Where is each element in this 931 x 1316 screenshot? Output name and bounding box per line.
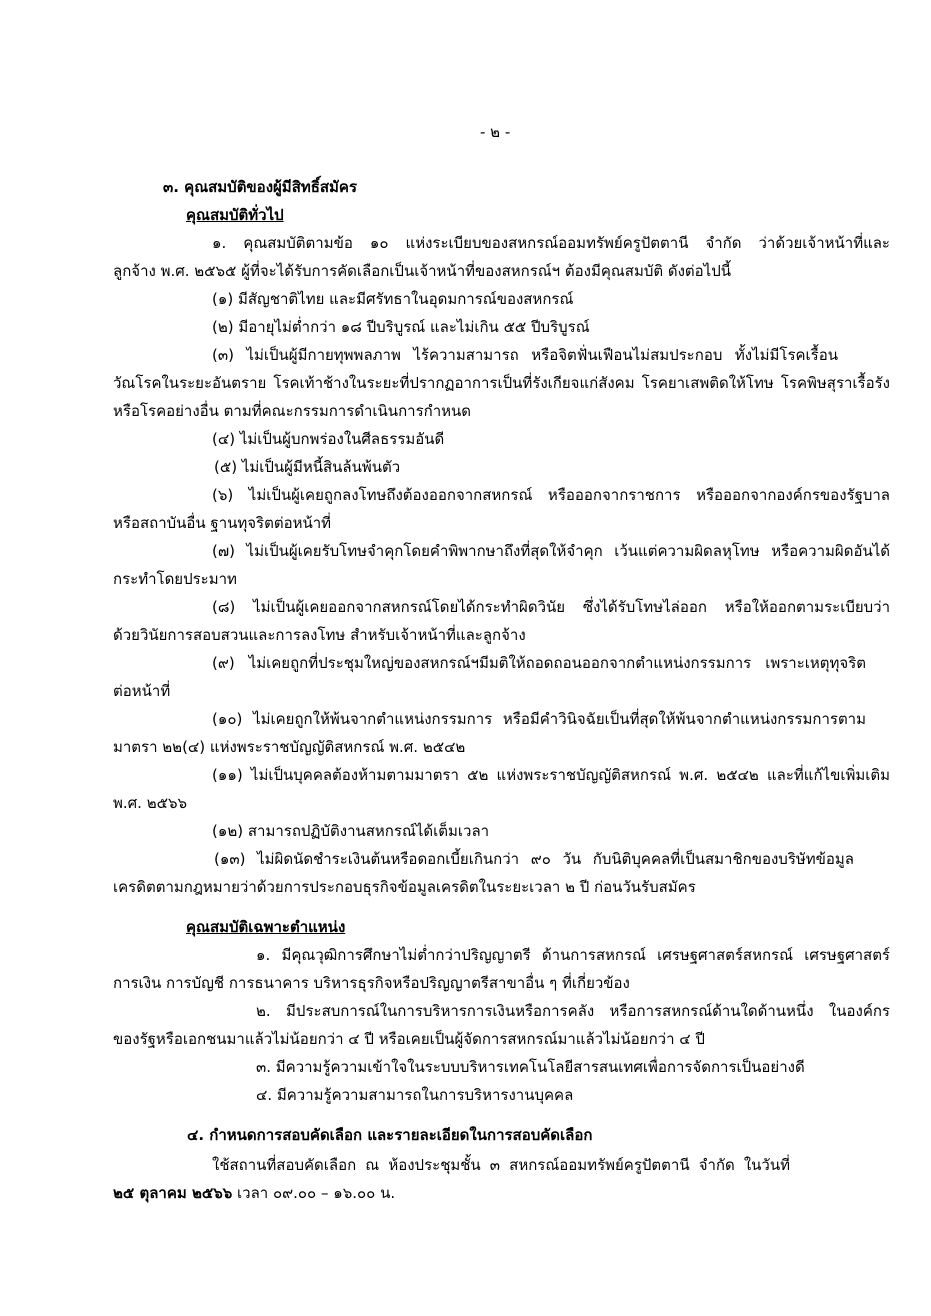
general-qualifications-heading: คุณสมบัติทั่วไป [186,206,284,224]
general-item-1: (๑) มีสัญชาติไทย และมีศรัทธาในอุดมการณ์ของสหกรณ์ [212,290,574,308]
general-item-5: (๕) ไม่เป็นผู้มีหนี้สินล้นพ้นตัว [214,458,401,476]
general-item-2: (๒) มีอายุไม่ต่ำกว่า ๑๘ ปีบริบูรณ์ และไม่เกิน ๕๕ ปีบริบูรณ์ [212,318,590,336]
general-item-7-line-2: กระทำโดยประมาท [113,570,237,588]
general-item-8-line-2: ด้วยวินัยการสอบสวนและการลงโทษ สำหรับเจ้าหน้าที่และลูกจ้าง [113,626,526,644]
specific-item-1-line-2: การเงิน การบัญชี การธนาคาร บริหารธุรกิจหรือปริญญาตรีสาขาอื่น ๆ ที่เกี่ยวข้อง [113,974,630,992]
general-item-6-line-2: หรือสถาบันอื่น ฐานทุจริตต่อหน้าที่ [113,514,332,532]
general-item-3-line-2: วัณโรคในระยะอันตราย โรคเท้าช้างในระยะที่ปรากฏอาการเป็นที่รังเกียจแก่สังคม โรคยาเสพติดให้โทษ โรคพิษสุราเรื้อรัง [113,374,890,392]
general-item-10-line-2: มาตรา ๒๒(๔) แห่งพระราชบัญญัติสหกรณ์ พ.ศ. ๒๕๔๒ [113,738,466,756]
general-item-10-line-1: (๑๐) ไม่เคยถูกให้พ้นจากตำแหน่งกรรมการ หรือมีคำวินิจฉัยเป็นที่สุดให้พ้นจากตำแหน่งกรรมการตาม [212,710,866,728]
general-item-12: (๑๒) สามารถปฏิบัติงานสหกรณ์ได้เต็มเวลา [212,822,490,840]
page-number: - ๒ - [480,123,511,141]
general-item-13-line-2: เครดิตตามกฎหมายว่าด้วยการประกอบธุรกิจข้อมูลเครดิตในระยะเวลา ๒ ปี ก่อนวันรับสมัคร [113,878,696,896]
general-item-9-line-2: ต่อหน้าที่ [113,682,171,700]
general-item-7-line-1: (๗) ไม่เป็นผู้เคยรับโทษจำคุกโดยคำพิพากษาถึงที่สุดให้จำคุก เว้นแต่ความผิดลหุโทษ หรือความผิดอันได้ [212,542,890,560]
general-intro-line-2: ลูกจ้าง พ.ศ. ๒๕๖๕ ผู้ที่จะได้รับการคัดเลือกเป็นเจ้าหน้าที่ของสหกรณ์ฯ ต้องมีคุณสมบัติ ดังต่อไปนี้ [113,262,731,280]
specific-item-2-line-2: ของรัฐหรือเอกชนมาแล้วไม่น้อยกว่า ๔ ปี หรือเคยเป็นผู้จัดการสหกรณ์มาแล้วไม่น้อยกว่า ๔ ปี [113,1030,705,1048]
general-item-3-line-1: (๓) ไม่เป็นผู้มีกายทุพพลภาพ ไร้ความสามารถ หรือจิตฟั่นเฟือนไม่สมประกอบ ทั้งไม่มีโรคเรื้อน [212,346,838,364]
general-item-11-line-2: พ.ศ. ๒๕๖๖ [113,794,187,812]
general-item-8-line-1: (๘) ไม่เป็นผู้เคยออกจากสหกรณ์โดยได้กระทำผิดวินัย ซึ่งได้รับโทษไล่ออก หรือให้ออกตามระเบียบว่า [212,598,890,616]
general-item-13-line-1: (๑๓) ไม่ผิดนัดชำระเงินต้นหรือดอกเบี้ยเกินกว่า ๙๐ วัน กับนิติบุคคลที่เป็นสมาชิกของบริษัทข้อมูล [214,850,854,868]
general-intro-line-1: ๑. คุณสมบัติตามข้อ ๑๐ แห่งระเบียบของสหกรณ์ออมทรัพย์ครูปัตตานี จำกัด ว่าด้วยเจ้าหน้าที่และ [212,234,890,252]
general-item-3-line-3: หรือโรคอย่างอื่น ตามที่คณะกรรมการดำเนินการกำหนด [113,402,472,420]
exam-date: ๒๕ ตุลาคม ๒๕๖๖ [113,1184,233,1202]
specific-item-2-line-1: ๒. มีประสบการณ์ในการบริหารการเงินหรือการคลัง หรือการสหกรณ์ด้านใดด้านหนึ่ง ในองค์กร [256,1002,890,1020]
section-4-body-line-2 [113,1183,395,1203]
general-item-11-line-1: (๑๑) ไม่เป็นบุคคลต้องห้ามตามมาตรา ๕๒ แห่งพระราชบัญญัติสหกรณ์ พ.ศ. ๒๕๔๒ และที่แก้ไขเพิ่มเติม [212,766,890,784]
specific-item-4: ๔. มีความรู้ความสามารถในการบริหารงานบุคคล [256,1086,574,1104]
general-item-9-line-1: (๙) ไม่เคยถูกที่ประชุมใหญ่ของสหกรณ์ฯมีมติให้ถอดถอนออกจากตำแหน่งกรรมการ เพราะเหตุทุจริต [212,654,866,672]
specific-qualifications-heading: คุณสมบัติเฉพาะตำแหน่ง [186,918,346,936]
specific-item-1-line-1: ๑. มีคุณวุฒิการศึกษาไม่ต่ำกว่าปริญญาตรี ด้านการสหกรณ์ เศรษฐศาสตร์สหกรณ์ เศรษฐศาสตร์ [256,946,890,964]
section-4-body-line-1: ใช้สถานที่สอบคัดเลือก ณ ห้องประชุมชั้น ๓ สหกรณ์ออมทรัพย์ครูปัตตานี จำกัด ในวันที่ [212,1156,790,1174]
section-4-heading: ๔. กำหนดการสอบคัดเลือก และรายละเอียดในการสอบคัดเลือก [187,1126,593,1144]
general-item-6-line-1: (๖) ไม่เป็นผู้เคยถูกลงโทษถึงต้องออกจากสหกรณ์ หรือออกจากราชการ หรือออกจากองค์กรของรัฐบาล [212,486,890,504]
general-item-4: (๔) ไม่เป็นผู้บกพร่องในศีลธรรมอันดี [212,430,445,448]
exam-time: เวลา ๐๙.๐๐ – ๑๖.๐๐ น. [237,1184,396,1202]
section-3-heading: ๓. คุณสมบัติของผู้มีสิทธิ์สมัคร [163,178,358,196]
specific-item-3: ๓. มีความรู้ความเข้าใจในระบบบริหารเทคโนโลยีสารสนเทศเพื่อการจัดการเป็นอย่างดี [256,1058,805,1076]
